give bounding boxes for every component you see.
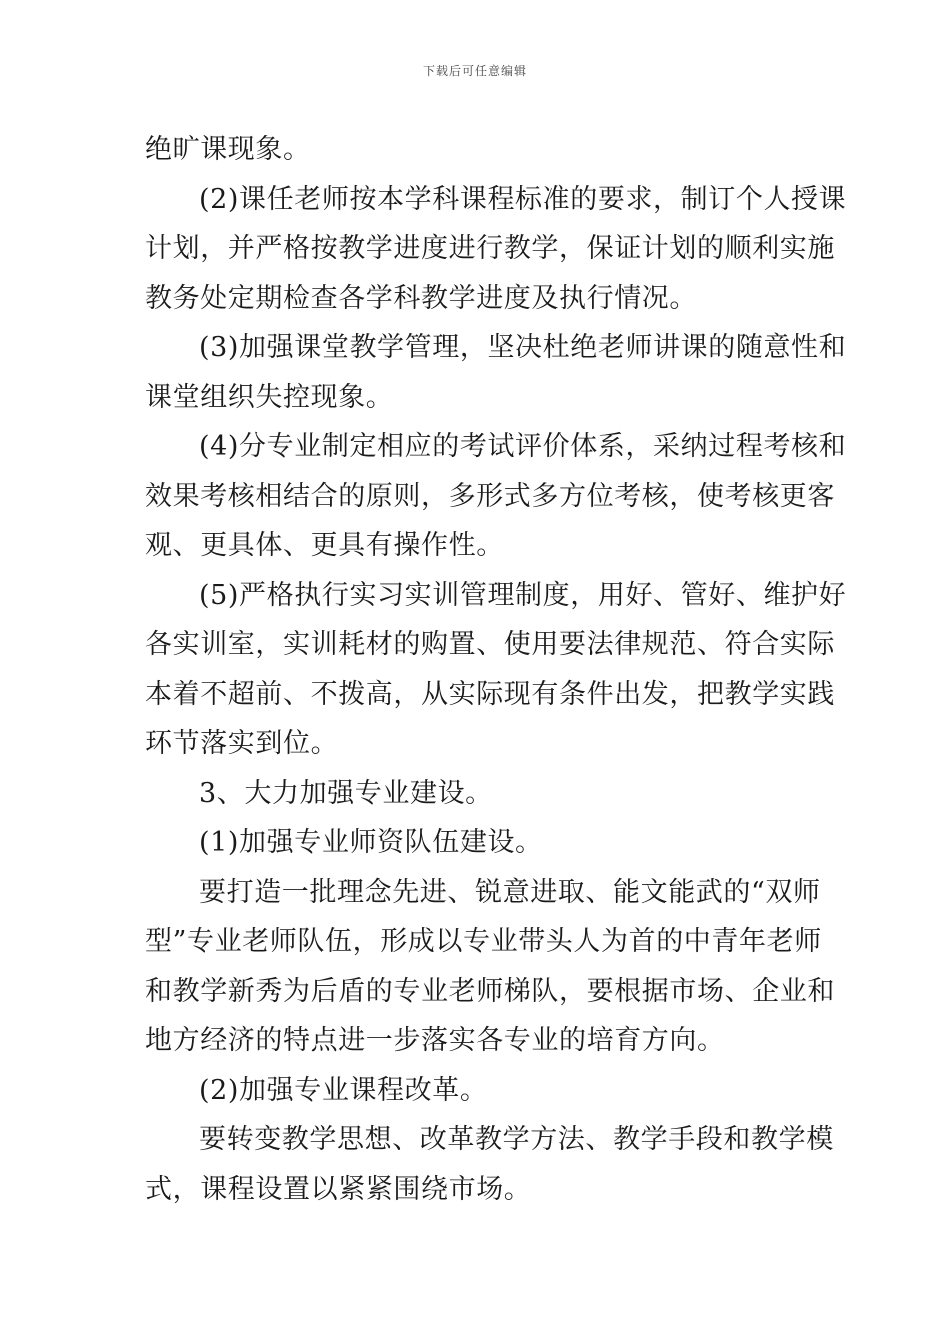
text-line: 绝旷课现象。 [145,134,311,165]
text-line: 环节落实到位。 [145,728,339,759]
text-line: 教务处定期检查各学科教学进度及执行情况。 [145,282,697,314]
text-line: 效果考核相结合的原则，多形式多方位考核，使考核更客 [145,480,835,512]
text-line: (4)分专业制定相应的考试评价体系，采纳过程考核和 [199,431,847,462]
text-line: 观、更具体、更具有操作性。 [145,530,504,561]
text-line: 要打造一批理念先进、锐意进取、能文能武的“双师 [199,876,821,908]
text-line: 型”专业老师队伍，形成以专业带头人为首的中青年老师 [145,926,822,957]
page-header: 下载后可任意编辑 [422,64,527,78]
text-line: 本着不超前、不拨高，从实际现有条件出发，把教学实践 [145,678,835,710]
text-line: 地方经济的特点进一步落实各专业的培育方向。 [145,1025,725,1056]
text-line: (2)加强专业课程改革。 [199,1074,488,1106]
text-line: (5)严格执行实习实训管理制度，用好、管好、维护好 [199,579,847,611]
document-body [145,125,847,1214]
text-line: 计划，并严格按教学进度进行教学，保证计划的顺利实施 [145,233,835,264]
text-line: 要转变教学思想、改革教学方法、教学手段和教学模 [199,1124,834,1155]
text-line: 课堂组织失控现象。 [145,381,394,413]
text-line: 式，课程设置以紧紧围绕市场。 [145,1173,532,1205]
text-line: 3、大力加强专业建设。 [199,777,493,809]
text-line: (3)加强课堂教学管理，坚决杜绝老师讲课的随意性和 [199,332,847,363]
text-line: 各实训室，实训耗材的购置、使用要法律规范、符合实际 [145,629,835,660]
text-line: (2)课任老师按本学科课程标准的要求，制订个人授课 [199,183,847,215]
text-line: 和教学新秀为后盾的专业老师梯队，要根据市场、企业和 [145,975,835,1007]
text-line: (1)加强专业师资队伍建设。 [199,827,543,858]
